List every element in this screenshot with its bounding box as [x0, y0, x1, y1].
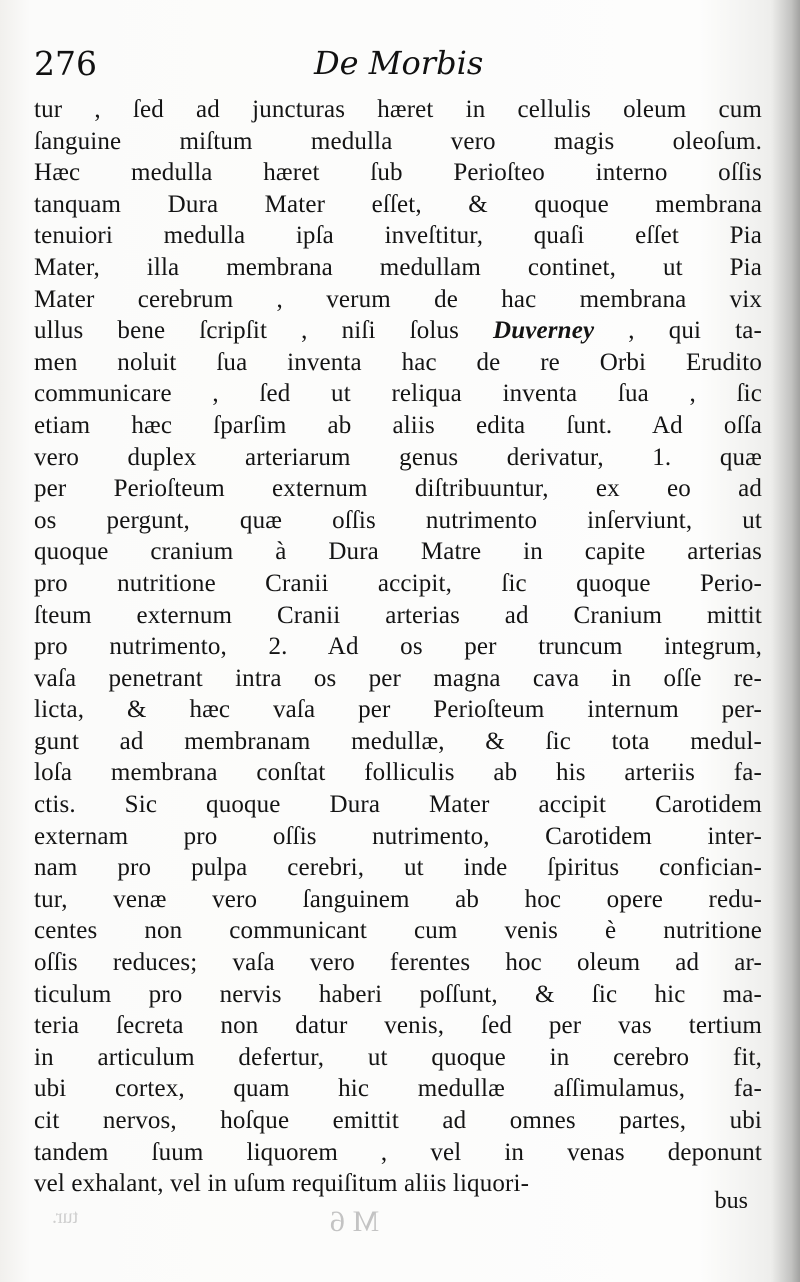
bleed-through-signature: M 6 — [330, 1205, 380, 1238]
text-line: tur, venæ vero ſanguinem ab hoc opere redu- — [34, 885, 762, 913]
text-line: tenuiori medulla ipſa inveſtitur, quaſi eſſet Pia — [34, 222, 762, 250]
text-line: etiam hæc ſparſim ab aliis edita ſunt. Ad oſſa — [34, 411, 762, 439]
body-text — [34, 94, 762, 1200]
italic-name: Duverney — [493, 317, 595, 345]
text-line: ullus bene ſcripſit , niſi ſolus Duverney , qui ta- — [34, 317, 762, 345]
text-line: centes non communicant cum venis è nutritione — [34, 917, 762, 945]
text-line: ubi cortex, quam hic medullæ aſſimulamus, fa- — [34, 1075, 762, 1103]
text-line: tanquam Dura Mater eſſet, & quoque membrana — [34, 190, 762, 218]
running-title: De Morbis — [314, 44, 484, 82]
text-line: communicare , ſed ut reliqua inventa ſua , ſic — [34, 380, 762, 408]
page-number: 276 — [34, 44, 97, 83]
text-line: tandem ſuum liquorem , vel in venas deponunt — [34, 1138, 762, 1166]
text-line: externam pro oſſis nutrimento, Carotidem inter- — [34, 822, 762, 850]
page-header — [34, 40, 764, 90]
text-line: cit nervos, hoſque emittit ad omnes partes, ubi — [34, 1107, 762, 1134]
catchword-row — [34, 1188, 762, 1218]
text-line: vero duplex arteriarum genus derivatur, 1. quæ — [34, 443, 762, 471]
bleed-through-fragment: tur. — [52, 1206, 79, 1228]
text-line: licta, & hæc vaſa per Perioſteum internum per- — [34, 696, 762, 724]
text-line: Hæc medulla hæret ſub Perioſteo interno oſſis — [34, 159, 762, 187]
text-line: tur , ſed ad juncturas hæret in cellulis oleum cum — [34, 96, 762, 123]
text-line: Mater, illa membrana medullam continet, ut Pia — [34, 253, 762, 281]
catchword: bus — [714, 1188, 748, 1214]
text-line: vel exhalant, vel in uſum requiſitum aliis liquori- — [34, 1170, 530, 1198]
text-line: os pergunt, quæ oſſis nutrimento inſerviunt, ut — [34, 506, 762, 534]
text-line: loſa membrana conſtat folliculis ab his arteriis fa- — [34, 759, 762, 787]
text-line: Mater cerebrum , verum de hac membrana vix — [34, 285, 762, 313]
text-line: gunt ad membranam medullæ, & ſic tota medul- — [34, 727, 762, 755]
text-line: quoque cranium à Dura Matre in capite arterias — [34, 538, 762, 566]
gutter-shadow — [772, 0, 800, 1282]
text-line: men noluit ſua inventa hac de re Orbi Erudito — [34, 348, 762, 376]
text-line: ſteum externum Cranii arterias ad Cranium mittit — [34, 601, 762, 629]
text-line: oſſis reduces; vaſa vero ferentes hoc oleum ad ar- — [34, 949, 762, 977]
text-line: in articulum defertur, ut quoque in cerebro fit, — [34, 1043, 762, 1071]
text-line: vaſa penetrant intra os per magna cava in oſſe re- — [34, 664, 762, 692]
text-line: nam pro pulpa cerebri, ut inde ſpiritus confician- — [34, 854, 762, 882]
text-line: teria ſecreta non datur venis, ſed per vas tertium — [34, 1012, 762, 1040]
text-line: ſanguine miſtum medulla vero magis oleoſum. — [34, 127, 762, 155]
text-line: ticulum pro nervis haberi poſſunt, & ſic hic ma- — [34, 980, 762, 1008]
text-line: pro nutritione Cranii accipit, ſic quoque Perio- — [34, 569, 762, 597]
text-line: per Perioſteum externum diſtribuuntur, ex eo ad — [34, 475, 762, 503]
text-line: pro nutrimento, 2. Ad os per truncum integrum, — [34, 633, 762, 661]
text-line: ctis. Sic quoque Dura Mater accipit Carotidem — [34, 791, 762, 819]
